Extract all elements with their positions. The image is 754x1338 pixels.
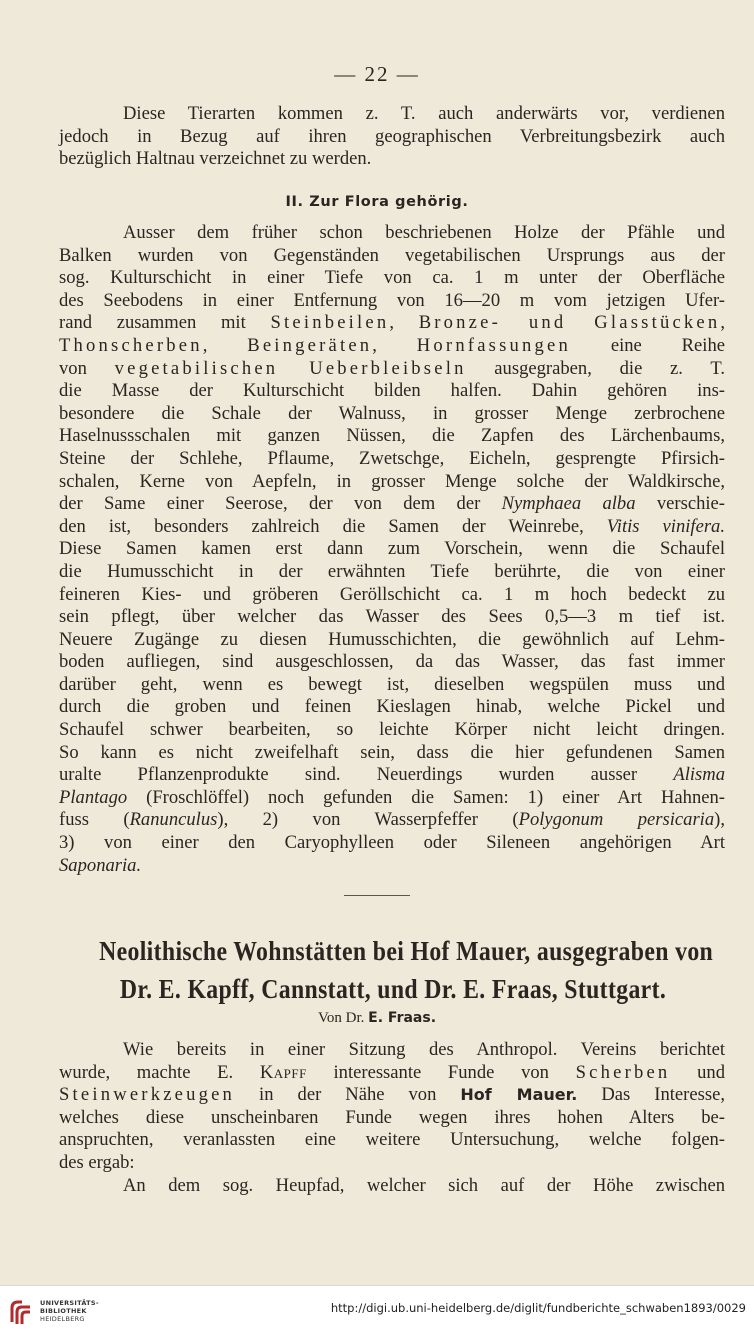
text-line: wurde, machte E. Kapff interessante Funde von Scherben und: [59, 1061, 725, 1083]
text-line: Steine der Schlehe, Pflaume, Zwetschge, Eicheln, gesprengte Pfirsich-: [59, 447, 725, 469]
text-line: die Masse der Kulturschicht bilden halfen. Dahin gehören ins-: [59, 380, 725, 402]
latin-name: Ranunculus: [129, 809, 218, 831]
text-line: An dem sog. Heupfad, welcher sich auf der Höhe zwischen: [123, 1174, 725, 1196]
spaced-term: Scherben: [575, 1061, 671, 1083]
text-line: bezüglich Haltnau verzeichnet zu werden.: [59, 148, 372, 170]
text-line: welches diese unscheinbaren Funde wegen ihres hohen Alters be-: [59, 1106, 725, 1128]
text-line: feineren Kies- und gröberen Geröllschicht ca. 1 m hoch bedeckt zu: [59, 583, 725, 605]
latin-name: Polygonum persicaria: [518, 809, 715, 831]
text-line: des Seebodens in einer Entfernung von 16—20 m vom jetzigen Ufer-: [59, 289, 725, 311]
article-byline: Von Dr. E. Fraas.: [317, 1010, 437, 1026]
latin-name: Nymphaea alba: [501, 493, 636, 515]
library-logo-text: UNIVERSITÄTS- BIBLIOTHEK HEIDELBERG: [40, 1299, 99, 1323]
intro-paragraph: [59, 103, 725, 171]
text-line: rand zusammen mit Steinbeilen, Bronze- und Glasstücken,: [59, 312, 726, 334]
text-line: 3) von einer den Caryophylleen oder Sileneen angehörigen Art: [59, 832, 725, 854]
article-title-line: Neolithische Wohnstätten bei Hof Mauer, ausgegraben von: [99, 936, 714, 966]
library-logo-icon: [8, 1298, 34, 1326]
text-line: Neuere Zugänge zu diesen Humusschichten, die gewöhnlich auf Lehm-: [59, 628, 725, 650]
text-line: Haselnussschalen mit ganzen Nüssen, die Zapfen des Lärchenbaums,: [59, 425, 725, 447]
spaced-term: Beingeräten: [247, 334, 373, 356]
place-name: Hof Mauer.: [460, 1085, 578, 1105]
spaced-term: Hornfassungen: [416, 334, 571, 356]
spaced-term: Bronze- und Glasstücken: [418, 312, 721, 334]
article-paragraph: [59, 1039, 725, 1197]
text-line: Diese Tierarten kommen z. T. auch anderwärts vor, verdienen: [123, 103, 725, 124]
text-line: Balken wurden von Gegenständen vegetabilischen Ursprungs aus der: [59, 244, 725, 266]
page-number: — 22 —: [334, 62, 420, 86]
text-line: Schaufel schwer bearbeiten, so leichte Körper nicht leicht dringen.: [59, 719, 725, 741]
latin-name: Vitis vinifera.: [606, 515, 726, 537]
text-line: darüber geht, wenn es bewegt ist, dieselben wegspülen muss und: [59, 673, 725, 695]
text-line: der Same einer Seerose, der von dem der Nymphaea alba verschie-: [59, 493, 725, 515]
author-name: E. Fraas.: [368, 1010, 437, 1026]
section-heading: II. Zur Flora gehörig.: [285, 194, 469, 210]
text-line: den ist, besonders zahlreich die Samen der Weinrebe, Vitis vinifera.: [59, 515, 726, 537]
text-line: uralte Pflanzenprodukte sind. Neuerdings wurden ausser Alisma: [59, 764, 725, 786]
text-line: die Humusschicht in der erwähnten Tiefe berührte, die von einer: [59, 560, 725, 582]
text-line: von vegetabilischen Ueberbleibseln ausgegraben, die z. T.: [59, 357, 725, 379]
text-line: sein pflegt, über welcher das Wasser des Sees 0,5—3 m tief ist.: [59, 606, 725, 628]
spaced-term: Steinwerkzeugen: [59, 1084, 236, 1106]
text-line: Thonscherben, Beingeräten, Hornfassungen eine Reihe: [59, 334, 726, 356]
article-title: [99, 932, 714, 1008]
viewer-footer: [0, 1285, 754, 1338]
text-line: fuss (Ranunculus), 2) von Wasserpfeffer (Polygonum persicaria),: [59, 809, 725, 831]
text-line: durch die groben und feinen Kieslagen hinab, welche Pickel und: [59, 696, 725, 718]
text-line: Ausser dem früher schon beschriebenen Holze der Pfähle und: [123, 222, 725, 243]
author-name: Kapff: [259, 1061, 307, 1083]
text-line: Diese Samen kamen erst dann zum Vorschein, wenn die Schaufel: [59, 538, 725, 560]
text-line: [59, 855, 725, 878]
text-line: sog. Kulturschicht in einer Tiefe von ca. 1 m unter der Oberfläche: [59, 267, 725, 289]
spaced-term: vegetabilischen Ueberbleibseln: [114, 357, 467, 379]
text-line: schalen, Kerne von Aepfeln, in grosser Menge solche der Waldkirsche,: [59, 470, 725, 492]
text-line: besondere die Schale der Walnuss, in grosser Menge zerbrochene: [59, 402, 725, 424]
article-title-line: Dr. E. Kapff, Cannstatt, und Dr. E. Fraas, Stuttgart.: [119, 974, 667, 1004]
text-line: jedoch in Bezug auf ihren geographischen Verbreitungsbezirk auch: [59, 125, 725, 147]
latin-name: Saponaria.: [59, 854, 142, 876]
latin-name: Plantago: [59, 786, 128, 808]
text-line: Plantago (Froschlöffel) noch gefunden die Samen: 1) einer Art Hahnen-: [59, 786, 725, 808]
text-line: des ergab:: [59, 1151, 135, 1173]
text-line: boden aufliegen, sind ausgeschlossen, da das Wasser, das fast immer: [59, 651, 725, 673]
spaced-term: Thonscherben: [59, 334, 203, 356]
text-line: anspruchten, veranlassten eine weitere Untersuchung, welche folgen-: [59, 1129, 725, 1151]
text-line: Wie bereits in einer Sitzung des Anthropol. Vereins berichtet: [123, 1039, 725, 1060]
latin-name: Alisma: [673, 764, 725, 786]
section-divider: [344, 895, 410, 896]
spaced-term: Steinbeilen: [270, 312, 390, 334]
flora-paragraph: [59, 222, 725, 877]
permalink-url[interactable]: http://digi.ub.uni-heidelberg.de/diglit/fundberichte_schwaben1893/0029: [330, 1301, 746, 1315]
text-line: Steinwerkzeugen in der Nähe von Hof Mauer. Das Interesse,: [59, 1084, 725, 1106]
text-line: So kann es nicht zweifelhaft sein, dass die hier gefundenen Samen: [59, 741, 725, 763]
